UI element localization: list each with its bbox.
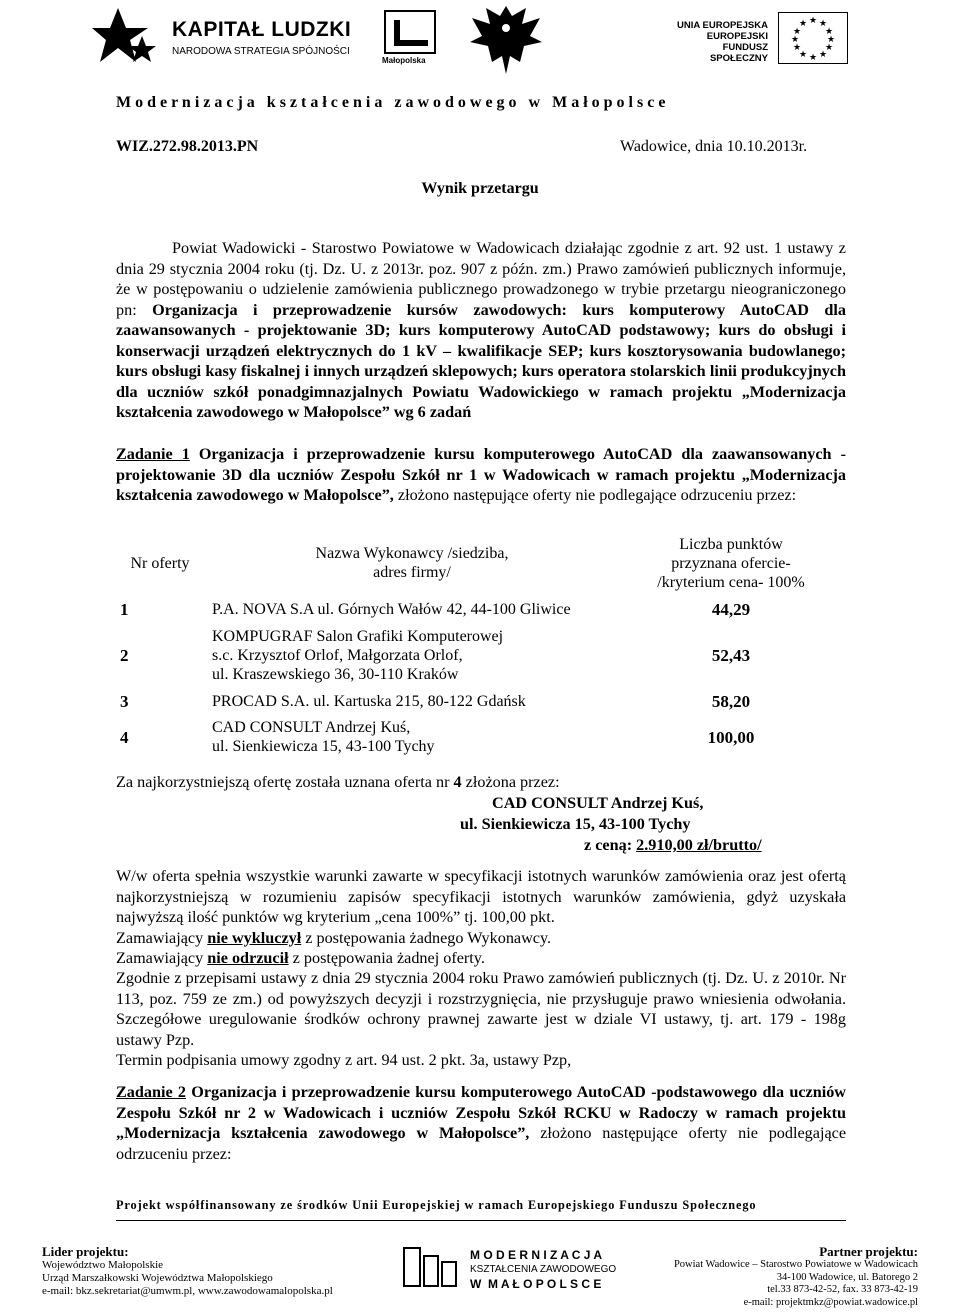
- svg-text:★: ★: [792, 43, 802, 53]
- kapital-ludzki-star-icon: [92, 6, 162, 68]
- ue-line3: FUNDUSZ SPOŁECZNY: [709, 42, 768, 64]
- kapital-ludzki-logo: [92, 6, 362, 70]
- center-logo: [400, 1240, 620, 1296]
- svg-text:★: ★: [818, 50, 828, 60]
- svg-text:★: ★: [808, 16, 818, 26]
- row-nr: 4: [120, 727, 129, 747]
- task2-tail: złożono następujące oferty nie podlegające odrzuceniu przez:: [116, 1124, 847, 1163]
- document-title: Wynik przetargu: [421, 180, 539, 197]
- task1-tail: złożono następujące oferty nie podlegające odrzuceniu przez:: [393, 486, 797, 504]
- svg-text:★: ★: [824, 43, 834, 53]
- row-score: 100,00: [707, 727, 755, 747]
- svg-text:★: ★: [790, 35, 800, 45]
- best-offer-number: 4: [453, 773, 462, 791]
- svg-text:★: ★: [824, 27, 834, 37]
- kl-title: KAPITAŁ LUDZKI: [172, 18, 352, 41]
- svg-text:★: ★: [826, 35, 836, 45]
- place-date: Wadowice, dnia 10.10.2013r.: [620, 138, 808, 155]
- malopolska-emblem-icon: [384, 10, 436, 54]
- price-value: 2.910,00 zł/brutto/: [636, 836, 762, 854]
- task1-text: Organizacja i przeprowadzenie kursu komputerowego AutoCAD dla zaawansowanych - projektowanie 3D dla uczniów Zespołu Szkół nr 1 w Wadowicach w ramach projektu „Modernizacja kształcenia zawodowego w Małopolsce”,: [116, 445, 846, 504]
- row-name: PROCAD S.A. ul. Kartuska 215, 80-122 Gdańsk: [212, 692, 526, 710]
- justification-paragraph: W/w oferta spełnia wszystkie warunki zawarte w specyfikacji istotnych warunków zamówienia oraz jest ofertą najkorzystniejszą w rozumieniu zapisów specyfikacji istotnych warunków zamówienia, gdyż uzyskała najwyższą ilość punktów wg kryterium „cena 100%” tj. 100,00 pkt.: [116, 867, 846, 926]
- row-name: CAD CONSULT Andrzej Kuś, ul. Sienkiewicza 15, 43-100 Tychy: [212, 719, 435, 755]
- malopolska-label: Małopolska: [382, 56, 426, 65]
- partner-block: Partner projektu: Powiat Wadowice – Starostwo Powiatowe w Wadowicach 34-100 Wadowice, ul. Batorego 2 tel.33 873-42-52, fax. 33 873-42-19 e-mail: projektmkz@powiat.wadowice.pl: [660, 1244, 918, 1309]
- svg-text:★: ★: [808, 53, 818, 63]
- task2-paragraph: [116, 1082, 846, 1164]
- appeal-paragraph: Zgodnie z przepisami ustawy z dnia 29 stycznia 2004 roku Prawo zamówień publicznych (tj. Dz. U. z 2010r. Nr 113, poz. 759 ze zm.) od powyższych decyzji i rozstrzygnięcia, nie przysługuje prawo wniesienia odwołania. Szczegółowe uregulowanie środków ochrony prawnej zawarte jest w dziale VI ustawy, tj. art. 179 - 198g ustawy Pzp.: [116, 969, 846, 1049]
- best-offer-line: Za najkorzystniejszą ofertę została uznana oferta nr 4 złożona przez:: [116, 773, 560, 791]
- svg-text:★: ★: [818, 19, 828, 29]
- row-nr: 1: [120, 599, 129, 619]
- malopolska-logo: [380, 10, 438, 70]
- row-name: P.A. NOVA S.A ul. Górnych Wałów 42, 44-100 Gliwice: [212, 600, 571, 618]
- table-row: [116, 622, 846, 688]
- eu-flag-icon: [778, 12, 848, 64]
- modernizacja-logo-icon: [400, 1242, 460, 1292]
- reference-number: WIZ.272.98.2013.PN: [116, 138, 259, 155]
- leader-block: Lider projektu: Województwo Małopolskie Urząd Marszałkowski Województwa Małopolskiego e-mail: bkz.sekretariat@umwm.pl, www.zawodowamalopolska.pl: [42, 1244, 333, 1297]
- task1-paragraph: [116, 444, 846, 506]
- project-title: M o d e r n i z a c j a k s z t a ł c e n i a z a w o d o w e g o w M a ł o p o l s c e: [116, 94, 666, 111]
- task1-label: Zadanie 1: [116, 445, 190, 463]
- row-score: 52,43: [711, 645, 751, 665]
- exclusion-line: Zamawiający nie wykluczył z postępowania żadnego Wykonawcy.: [116, 929, 552, 947]
- winner-name: CAD CONSULT Andrzej Kuś,: [492, 794, 704, 812]
- center-line3: W M A Ł O P O L S C E: [470, 1277, 602, 1291]
- task2-text: Organizacja i przeprowadzenie kursu komputerowego AutoCAD -podstawowego dla uczniów Zespołu Szkół nr 2 w Wadowicach i uczniów Zespołu Szkół RCKU w Radoczy w ramach projektu „Modernizacja kształcenia zawodowego w Małopolsce”,: [116, 1083, 846, 1142]
- kl-subtitle: NARODOWA STRATEGIA SPÓJNOŚCI: [172, 46, 350, 57]
- intro-paragraph: [116, 238, 846, 423]
- partner-label: Partner projektu:: [819, 1244, 918, 1259]
- signing-line: Termin podpisania umowy zgodny z art. 94 ust. 2 pkt. 3a, ustawy Pzp,: [116, 1051, 572, 1069]
- table-row: [116, 596, 846, 622]
- header-score: Liczba punktów przyznana ofercie- /kryterium cena- 100%: [657, 535, 805, 591]
- table-header-row: [116, 530, 846, 596]
- header-name: Nazwa Wykonawcy /siedziba, adres firmy/: [315, 545, 509, 581]
- svg-text:★: ★: [798, 19, 808, 29]
- center-line1: M O D E R N I Z A C J A: [470, 1248, 603, 1262]
- center-line2: KSZTAŁCENIA ZAWODOWEGO: [470, 1264, 617, 1275]
- intro-plain: Powiat Wadowicki - Starostwo Powiatowe w Wadowicach działając zgodnie z art. 92 ust. 1 ustawy z dnia 29 stycznia 2004 roku (tj. Dz. U. z 2013r. poz. 907 z późn. zm.) Prawo zamówień publicznych informuje, że w postępowaniu o udzielenie zamówienia publicznego prowadzonego w trybie przetargu nieograniczonego pn:: [116, 239, 846, 319]
- cofinanced-note: Projekt współfinansowany ze środków Unii Europejskiej w ramach Europejskiego Funduszu Społecznego: [116, 1198, 757, 1212]
- ue-line2: EUROPEJSKI: [706, 31, 768, 42]
- winner-price: z ceną: 2.910,00 zł/brutto/: [584, 836, 762, 854]
- ue-line1: UNIA EUROPEJSKA: [677, 20, 768, 31]
- table-row: [116, 714, 846, 760]
- task2-label: Zadanie 2: [116, 1083, 187, 1101]
- table-row: [116, 688, 846, 714]
- svg-text:★: ★: [798, 50, 808, 60]
- intro-bold: Organizacja i przeprowadzenie kursów zawodowych: kurs komputerowy AutoCAD dla zaawansowanych - projektowanie 3D; kurs komputerowy AutoCAD podstawowy; kurs do obsługi i konserwacji urządzeń elektrycznych do 1 kV – kwalifikacje SEP; kurs kosztorysowania budowlanego; kurs obsługi kasy fiskalnej i innych urządzeń sklepowych; kurs operatora stolarskich linii produkcyjnych dla uczniów szkół ponadgimnazjalnych Powiatu Wadowickiego w ramach projektu „Modernizacja kształcenia zawodowego w Małopolsce” wg 6 zadań: [116, 300, 846, 421]
- eagle-coat-of-arms-icon: [466, 2, 546, 78]
- row-name: KOMPUGRAF Salon Grafiki Komputerowej s.c. Krzysztof Orlof, Małgorzata Orlof, ul. Kraszewskiego 36, 30-110 Kraków: [212, 627, 504, 683]
- row-nr: 2: [120, 645, 129, 665]
- footer-divider: [116, 1220, 846, 1221]
- ue-label: [668, 20, 768, 64]
- header-nr: Nr oferty: [130, 554, 190, 572]
- rejection-line: Zamawiający nie odrzucił z postępowania żadnej oferty.: [116, 949, 485, 967]
- winner-address: ul. Sienkiewicza 15, 43-100 Tychy: [460, 815, 691, 833]
- row-score: 58,20: [711, 691, 751, 711]
- results-table: [116, 530, 846, 760]
- leader-label: Lider projektu:: [42, 1244, 129, 1259]
- row-nr: 3: [120, 691, 129, 711]
- svg-text:★: ★: [792, 27, 802, 37]
- row-score: 44,29: [711, 599, 751, 619]
